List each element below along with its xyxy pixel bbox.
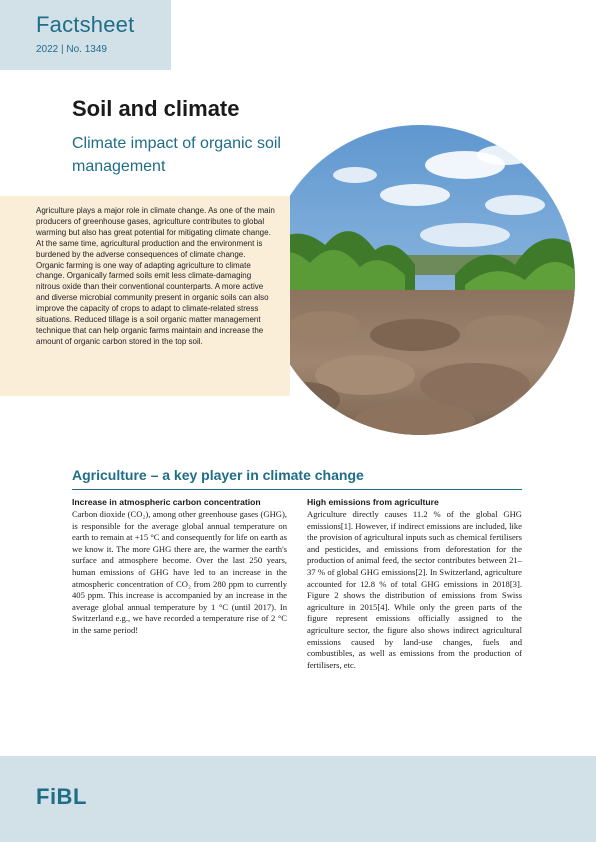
right-column-heading: High emissions from agriculture [307, 497, 439, 507]
page-subtitle: Climate impact of organic soil management [72, 135, 281, 175]
page-title: Soil and climate [72, 96, 240, 121]
left-column [72, 497, 287, 637]
soil-field-photo [265, 125, 575, 435]
left-column-body: Carbon dioxide (CO₂), among other greenhouse gases (GHG), is responsible for the average global annual temperature on earth to remain at +15 °C and consequently for life on earth as we know it. The more GHG there are, the warmer the earth's surface and atmosphere become. Over the last 250 years, human emissions of GHG have led to an increase in the atmospheric concentration of CO₂ from 280 ppm to currently 405 ppm. This increase is accompanied by an increase in the average global annual temperature by 1 °C (until 2017). In Switzerland e.g., we have recorded a temperature rise of 2 °C in the same period! [72, 509, 287, 635]
left-column-heading: Increase in atmospheric carbon concentration [72, 497, 261, 507]
issue-number: 2022 | No. 1349 [36, 44, 107, 55]
intro-summary-box [0, 196, 290, 396]
intro-paragraph-2: Organic farming is one way of adapting agriculture to climate change. Organically farmed soils emit less climate-damaging nitrous oxide than their conventional counterparts. A more active and diverse microbial community present in organic soils can also improve the capacity of crops to adapt to climate-related stress situations. Reduced tillage is a soil organic matter management technique that can help organic farms maintain and increase the amount of organic carbon stored in the top soil. [36, 260, 269, 346]
factsheet-label: Factsheet [36, 12, 135, 37]
section-heading: Agriculture – a key player in climate change [72, 467, 364, 483]
soil-field-illustration [265, 125, 575, 435]
right-column-body: Agriculture directly causes 11.2 % of the global GHG emissions[1]. However, if indirect emissions are included, like the provision of agricultural inputs such as chemical fertilisers and pesticides, and emissions from deforestation for the production of animal feed, the sector contributes between 21–37 % of global GHG emissions[2]. In Switzerland, agriculture accounted for 12.8 % of total GHG emissions in 2018[3]. Figure 2 shows the distribution of emissions from Swiss agriculture in 2015[4]. While only the green parts of the figure represent emissions officially assigned to the agriculture sector, the figure also shows indirect agricultural emissions caused by land-use changes, fuels and combustibles, as well as emissions from the production of fertilisers, etc. [307, 509, 522, 670]
fibl-logo: FiBL [36, 784, 87, 809]
section-divider [72, 489, 522, 490]
page-footer [0, 756, 596, 842]
intro-paragraph-1: Agriculture plays a major role in climate change. As one of the main producers of greenhouse gases, agriculture contributes to global warming but also has great potential for mitigating climate change. At the same time, agricultural production and the environment is burdened by the adverse consequences of climate change. [36, 206, 275, 259]
factsheet-header-tab [0, 0, 171, 70]
right-column [307, 497, 522, 671]
